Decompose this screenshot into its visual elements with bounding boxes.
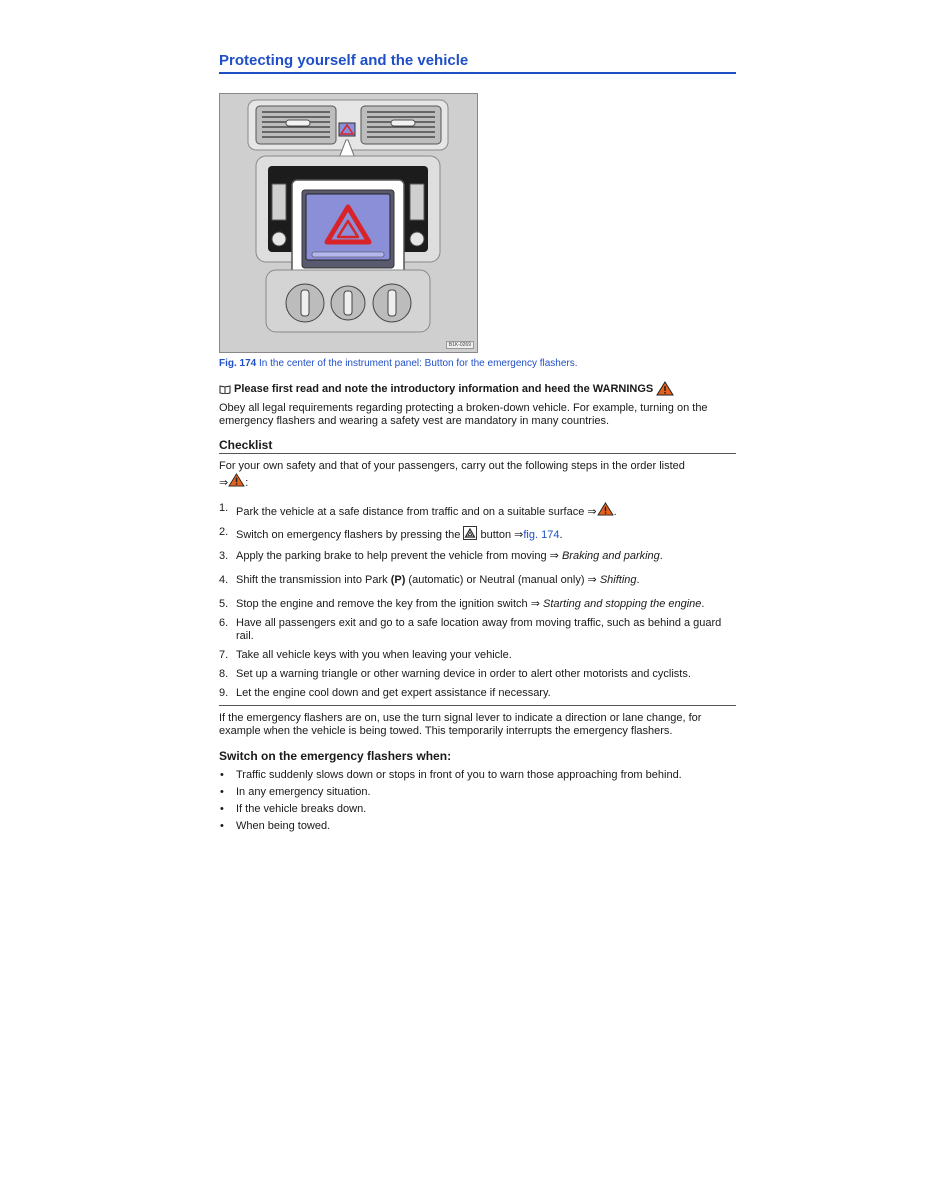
step-text: Let the engine cool down and get expert assistance if necessary. [236,687,551,699]
dashboard-illustration [220,94,477,352]
step-number: 1. [219,502,229,514]
bullet-text: When being towed. [236,820,331,832]
list-item [219,769,736,786]
step-text-mid: button ⇒ [477,529,524,541]
step-text: Have all passengers exit and go to a safe location away from moving traffic, such as behind a guard rail. [236,617,722,642]
checklist-lead: For your own safety and that of your passengers, carry out the following steps in the order listed ⇒ : [219,460,685,489]
step-text-end: . [701,598,705,610]
figure-caption [219,358,736,369]
step-text: Stop the engine and remove the key from the ignition switch ⇒ [236,598,543,610]
step-text-end: . [559,529,563,541]
list-item [219,550,736,563]
braking-parking-link[interactable]: Braking and parking [561,550,660,562]
list-item [219,502,736,519]
bullet: • [220,820,224,832]
checklist-heading: Checklist [219,438,736,454]
step-number: 8. [219,668,229,680]
list-item [219,526,736,542]
warning-triangle-icon[interactable] [656,381,674,396]
page-title: Protecting yourself and the vehicle [219,52,736,74]
step-number: 4. [219,574,229,586]
figure-caption-label: Fig. 174 [219,358,257,369]
bullet-text: In any emergency situation. [236,786,371,798]
step-text: Apply the parking brake to help prevent the vehicle from moving ⇒ [236,550,562,562]
step-text-end: . [659,550,663,562]
list-item [219,649,736,662]
step-text: Park the vehicle at a safe distance from traffic and on a suitable surface ⇒ [236,506,597,518]
step-text-end: . [636,574,640,586]
hazard-button-icon [463,526,477,540]
fig-174-link[interactable]: fig. 174 [523,529,560,541]
bullet-text: Traffic suddenly slows down or stops in front of you to warn those approaching from behind. [236,769,682,781]
switch-on-list [219,769,736,837]
step-text: Take all vehicle keys with you when leaving your vehicle. [236,649,512,661]
step-text-end: . [613,506,617,518]
step-number: 2. [219,526,229,538]
shifting-link[interactable]: Shifting [599,574,637,586]
bullet-text: If the vehicle breaks down. [236,803,367,815]
list-item [219,574,736,587]
list-item [219,598,736,611]
step-text: Switch on emergency flashers by pressing the [236,529,461,541]
figure-174 [219,93,478,353]
starting-stopping-link[interactable]: Starting and stopping the engine [543,598,702,610]
list-item [219,617,736,643]
park-position-label: (P) [390,574,406,586]
list-item [219,687,736,700]
step-text: Set up a warning triangle or other warning device in order to alert other motorists and cyclists. [236,668,691,680]
bullet: • [220,786,224,798]
figure-code: B1K-0269 [446,341,474,349]
intro-note [219,381,736,397]
step-number: 5. [219,598,229,610]
bullet: • [220,803,224,815]
checklist-lead-arrow: ⇒ [219,477,229,489]
book-icon [219,384,231,394]
divider [219,705,736,706]
list-item [219,668,736,681]
step-number: 7. [219,649,229,661]
bullet: • [220,769,224,781]
step-text-mid: (automatic) or Neutral (manual only) ⇒ [405,574,600,586]
flashers-paragraph: If the emergency flashers are on, use the turn signal lever to indicate a direction or lane change, for example when the vehicle is being towed. This temporarily interrupts the emergency flashers. [219,712,702,737]
step-number: 6. [219,617,229,629]
checklist-lead-text: For your own safety and that of your passengers, carry out the following steps in the order listed [219,460,685,472]
obey-paragraph: Obey all legal requirements regarding protecting a broken-down vehicle. For example, turning on the emergency flashers and wearing a safety vest are mandatory in many countries. [219,402,708,427]
intro-text: Please first read and note the introductory information and heed the WARNINGS [234,383,654,395]
list-item [219,786,736,803]
warning-triangle-icon[interactable] [228,473,245,487]
warning-triangle-icon[interactable] [597,502,614,516]
step-number: 3. [219,550,229,562]
step-number: 9. [219,687,229,699]
list-item [219,820,736,837]
step-text: Shift the transmission into Park [236,574,391,586]
list-item [219,803,736,820]
figure-caption-text: In the center of the instrument panel: Button for the emergency flashers. [259,358,578,369]
switch-on-heading: Switch on the emergency flashers when: [219,749,452,763]
